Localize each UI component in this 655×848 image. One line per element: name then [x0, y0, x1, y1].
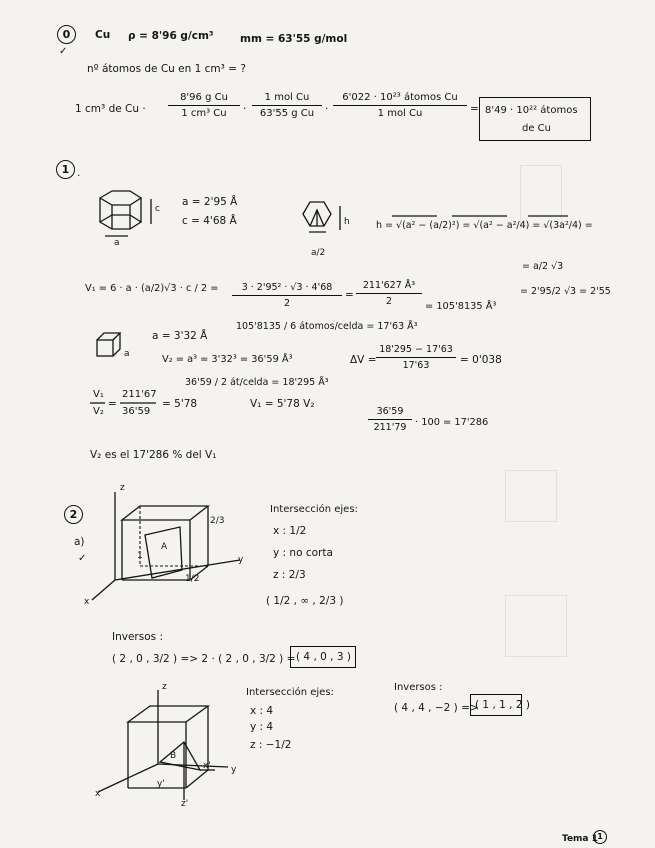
v1-substitution: [232, 282, 342, 309]
lattice-c-value: c = 4'68 Å: [182, 215, 237, 227]
v1-formula: V₁ = 6 · a · (a/2)√3 · c / 2 =: [85, 283, 219, 294]
fraction-denominator: 1 mol Cu: [377, 108, 423, 119]
fraction-denominator: 63'55 g Cu: [259, 108, 315, 119]
height-value: = 2'95/2 √3 = 2'55: [520, 286, 611, 297]
hex-h-label: h: [344, 217, 350, 227]
percent-result: · 100 = 17'286: [415, 417, 489, 428]
fraction-numerator: 3 · 2'95² · √3 · 4'68: [232, 282, 342, 296]
hex-a2-label: a/2: [311, 248, 326, 258]
hexagonal-prism-drawing: [100, 191, 151, 236]
ratio-v2: V₂: [93, 406, 104, 417]
molar-mass-value: mm = 63'55 g/mol: [240, 33, 348, 45]
intersection-title-b: Intersección ejes:: [246, 687, 334, 698]
z-prime-label: z': [181, 799, 189, 809]
b-x-intersection: x : 4: [250, 705, 274, 717]
density-value: ρ = 8'96 g/cm³: [128, 30, 214, 42]
fraction-denominator: 1 cm³ Cu: [181, 108, 227, 119]
x-prime-label: x': [203, 761, 211, 771]
equals-sign: =: [470, 103, 479, 115]
cut-x-label: 1/2: [185, 574, 200, 584]
cut-z-label: 2/3: [210, 516, 225, 526]
axis-z-label-b: z: [162, 682, 167, 692]
delta-v-label: ΔV =: [350, 354, 377, 366]
inverses-title-a: Inversos :: [112, 631, 163, 643]
part-a-label: a): [74, 536, 85, 548]
delta-v-result: = 0'038: [460, 354, 502, 366]
cell-c-label: c: [155, 204, 160, 214]
footer-page-number: 1: [593, 830, 607, 844]
section-2-number: 2: [64, 505, 83, 524]
axis-y-label-b: y: [231, 765, 237, 775]
b-y-intersection: y : 4: [250, 721, 274, 733]
question-text: nº átomos de Cu en 1 cm³ = ?: [87, 63, 246, 75]
cubic-cell-drawing: [97, 333, 120, 356]
y-intersection: y : no corta: [273, 547, 333, 559]
cell-a-label: a: [114, 238, 120, 248]
fraction-denominator: 2: [385, 296, 393, 307]
plane-a-label: A: [161, 542, 168, 552]
inverses-title-b: Inversos :: [394, 682, 443, 693]
hexagon-height-drawing: [303, 202, 340, 232]
lattice-a2-value: a = 3'32 Å: [152, 330, 208, 342]
ratio-denominator: 36'59: [122, 406, 151, 417]
miller-index-b: ( 1 , 1 , 2̄ ): [475, 699, 530, 711]
fraction-numerator: 1 mol Cu: [252, 92, 322, 106]
inverses-expression-b: ( 4 , 4 , −2 ) =>: [394, 702, 479, 714]
fraction-numerator: 211'627 Å³: [356, 280, 422, 294]
percent-fraction: [368, 406, 412, 433]
intercept-triple: ( 1/2 , ∞ , 2/3 ): [266, 595, 344, 607]
axis-x-label-b: x: [95, 789, 101, 799]
inverses-expression-a: ( 2 , 0 , 3/2 ) => 2 · ( 2 , 0 , 3/2 ) =: [112, 653, 296, 665]
result-line-1: 8'49 · 10²² átomos: [485, 105, 578, 116]
fraction-denominator: 17'63: [402, 360, 430, 371]
result-line-2: de Cu: [522, 123, 551, 134]
x-intersection: x : 1/2: [273, 525, 307, 537]
miller-result-box-a: [290, 646, 356, 668]
b-z-intersection: z : −1/2: [250, 739, 292, 751]
section-1-number: 1: [56, 160, 75, 179]
cube-a-label: a: [124, 349, 130, 359]
volume-per-atom-1: 105'8135 / 6 átomos/celda = 17'63 Å³: [236, 321, 418, 332]
lattice-a-value: a = 2'95 Å: [182, 196, 238, 208]
ratio-v1: V₁: [93, 389, 104, 400]
intersection-title-a: Intersección ejes:: [270, 504, 358, 515]
fraction-numerator: 36'59: [368, 406, 412, 420]
element-symbol: Cu: [95, 29, 111, 41]
v1-result: = 105'8135 Å³: [425, 301, 497, 312]
ratio-numerator: 211'67: [122, 389, 157, 400]
section-0-check: ✓: [59, 46, 68, 57]
cut-1-label: 1: [137, 551, 143, 561]
conclusion-text: V₂ es el 17'286 % del V₁: [90, 449, 217, 461]
fraction-numerator: 18'295 − 17'63: [376, 344, 456, 358]
delta-v-fraction: [376, 344, 456, 371]
footer-topic: Tema 1: [562, 834, 598, 844]
z-intersection: z : 2/3: [273, 569, 306, 581]
axis-y-label: y: [238, 555, 244, 565]
fraction-denominator: 211'79: [373, 422, 407, 433]
fraction-numerator: 6'022 · 10²³ átomos Cu: [333, 92, 467, 106]
plane-b-label: B: [170, 751, 177, 761]
y-prime-label: y': [157, 779, 165, 789]
height-simplified: = a/2 √3: [522, 261, 564, 272]
volume-per-atom-2: 36'59 / 2 át/celda = 18'295 Å³: [185, 377, 329, 388]
notebook-page: 0 ✓ Cu ρ = 8'96 g/cm³ mm = 63'55 g/mol nº átomos de Cu en 1 cm³ = ? 1 cm³ de Cu · $\frac{\text{8'96 g Cu}}{\text{1 cm³ Cu}}$ · 1 mol Cu 63'55 g Cu · 6'022 · 10²³ átomos Cu 1 mol Cu = 8'49 · 10²² átomos de Cu 1 . c a a = 2'95 Å c = 4'68 Å h a/2 h = √(a² − (a/2)²) = √(a² − a²/4) = √(3a²/4) = = a/2 √3 = 2'95/2 √3 = 2'55 V₁ = 6 · a · (a/2)√3 · c / 2 = $\frac{\text{3 · 2'95² · √3 · 4'68}}{2}$ = $\frac{\text{211'627 Å³}}{2}$ = 105'8135 Å³ 105'8135 / 6 átomos/celda = 17'63 Å³ a = 3'32 Å a V₂ = a³ = 3'32³ = 36'59 Å³ ΔV = $\frac{18'295 - 17'63}{17'63}$ = 0'038 36'59 / 2 át/celda = 18'295 Å³ V₁ V₂ = 211'67 36'59 = 5'78 V₁ = 5'78 V₂ $\frac{36'59}{211'79}$ · 100 = 17'286 V₂ es el 17'286 % del V₁ 2 a) ✓ z y x A 2/3 1/2 1 Intersección ejes: x : 1/2 y : no corta z : 2/3 ( 1/2 , ∞ , 2/3 ) Inversos : ( 2 , 0 , 3/2 ) => 2 · ( 2 , 0 , 3/2 ) = ( 4 , 0 , 3 ) z y x B z' y' x' Intersección ejes: x : 4 y : 4 z : −1/2 Inversos : ( 4 , 4 , −2 ) => ( 1 , 1 , 2̄ ) Tema 1 1: [0, 0, 655, 848]
fraction-denominator: 2: [283, 298, 291, 309]
section-0-number: 0: [57, 25, 76, 44]
v1-intermediate: [356, 280, 422, 307]
axis-x-label: x: [84, 597, 90, 607]
fraction-numerator: 8'96 g Cu: [168, 92, 240, 106]
part-a-check: ✓: [78, 553, 87, 564]
miller-result-box-b: [470, 694, 530, 716]
v2-formula: V₂ = a³ = 3'32³ = 36'59 Å³: [162, 354, 293, 365]
axis-z-label: z: [120, 483, 125, 493]
miller-index-a: ( 4 , 0 , 3 ): [296, 651, 351, 663]
height-formula: h = √(a² − (a/2)²) = √(a² − a²/4) = √(3a²/4) =: [376, 220, 593, 231]
v1-relation: V₁ = 5'78 V₂: [250, 398, 315, 410]
ratio-result: = 5'78: [162, 398, 198, 410]
calc-prefix: 1 cm³ de Cu ·: [75, 103, 146, 115]
